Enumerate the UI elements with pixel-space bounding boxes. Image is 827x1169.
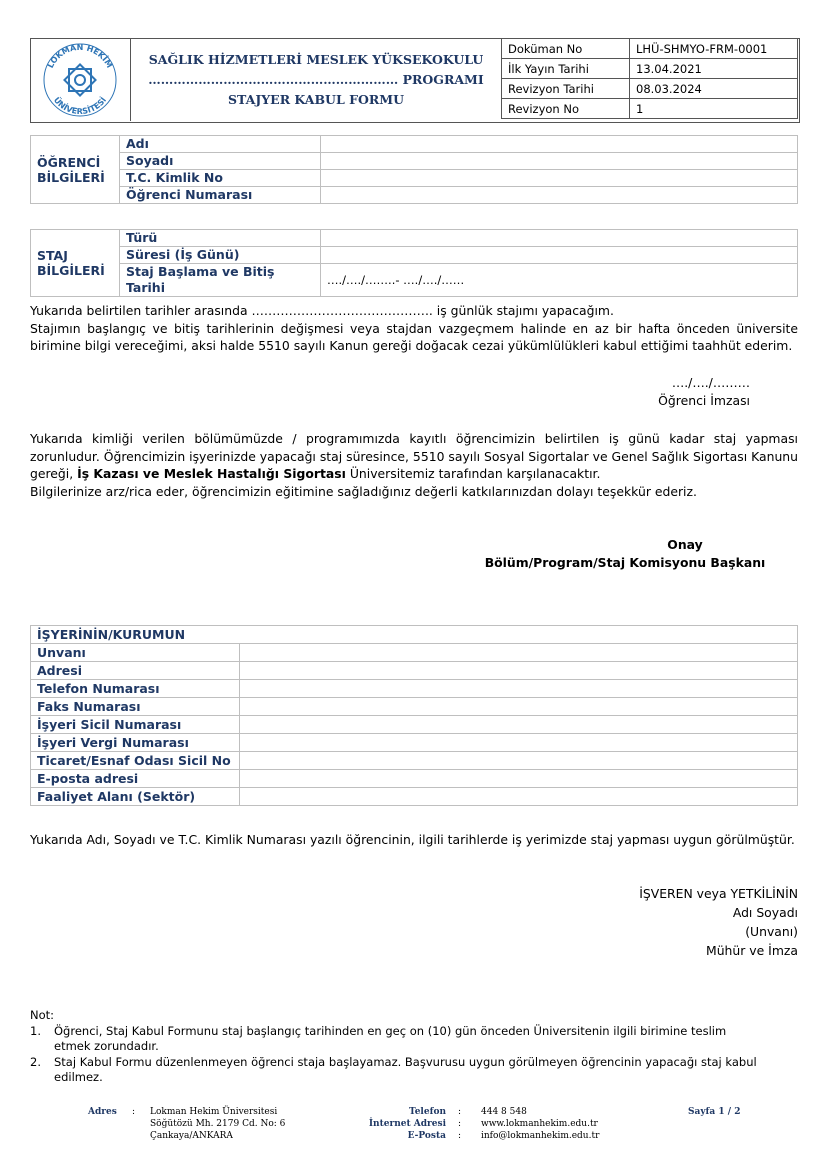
- footer-email-label: E-Posta: [407, 1131, 446, 1141]
- info-field-label: Türü: [120, 230, 321, 247]
- school-name: SAĞLIK HİZMETLERİ MESLEK YÜKSEKOKULU: [148, 52, 484, 67]
- employer-row: [31, 662, 798, 680]
- footer-colons: [458, 1106, 461, 1142]
- university-paragraph-1: [30, 430, 798, 483]
- info-row: [31, 170, 798, 187]
- employer-field-label: İşyeri Sicil Numarası: [31, 716, 240, 734]
- employer-field-label: Adresi: [31, 662, 240, 680]
- university-text-part2: Üniversitemiz tarafından karşılanacaktır.: [345, 466, 601, 481]
- footer-colon: :: [458, 1107, 462, 1117]
- employer-sign-line: İŞVEREN veya YETKİLİNİN: [639, 886, 798, 901]
- footer-address-line: Lokman Hekim Üniversitesi: [150, 1107, 278, 1117]
- footer-colon: :: [458, 1119, 462, 1129]
- employer-row: [31, 752, 798, 770]
- note-text: Staj Kabul Formu düzenlenmeyen öğrenci staja başlayamaz. Başvurusu uygun görülmeyen öğrencinin yapacağı staj kabul edilmez.: [54, 1055, 757, 1084]
- employer-row: [31, 644, 798, 662]
- employer-field-label: İşyeri Vergi Numarası: [31, 734, 240, 752]
- internship-info-table: [30, 229, 798, 297]
- program-name: …………………………………………………… PROGRAMI: [148, 72, 484, 87]
- footer-address-line: Çankaya/ANKARA: [150, 1131, 233, 1141]
- footer-labels: [338, 1106, 446, 1142]
- info-field-label: Staj Başlama ve Bitiş Tarihi: [120, 264, 321, 297]
- employer-sign-block: [560, 884, 798, 960]
- page-footer: [88, 1106, 788, 1146]
- info-field-value[interactable]: [321, 230, 798, 247]
- svg-text:ÜNİVERSİTESİ: [52, 95, 108, 116]
- footer-phone-label: Telefon: [409, 1107, 446, 1117]
- employer-row: [31, 770, 798, 788]
- student-statement: [30, 302, 798, 355]
- footer-address: [150, 1106, 285, 1142]
- employer-field-value[interactable]: [240, 662, 798, 680]
- document-meta-table: [501, 38, 798, 119]
- meta-value: 08.03.2024: [630, 79, 798, 99]
- employer-text: Yukarıda Adı, Soyadı ve T.C. Kimlik Numarası yazılı öğrencinin, ilgili tarihlerde iş yerimizde staj yapması uygun görülmüştür.: [30, 832, 795, 847]
- header-title-block: [131, 38, 501, 121]
- employer-field-value[interactable]: [240, 680, 798, 698]
- employer-row: [31, 788, 798, 806]
- employer-field-label: Ticaret/Esnaf Odası Sicil No: [31, 752, 240, 770]
- meta-key: İlk Yayın Tarihi: [502, 59, 630, 79]
- approval-title: Onay: [667, 537, 703, 552]
- employer-head-row: [31, 626, 798, 644]
- employer-field-label: Faaliyet Alanı (Sektör): [31, 788, 240, 806]
- employer-head: İŞYERİNİN/KURUMUN: [31, 626, 798, 644]
- employer-field-value[interactable]: [240, 752, 798, 770]
- footer-web-link[interactable]: www.lokmanhekim.edu.tr: [481, 1119, 598, 1129]
- info-row: [31, 136, 798, 153]
- university-logo: [30, 38, 131, 121]
- employer-row: [31, 734, 798, 752]
- approval-role: Bölüm/Program/Staj Komisyonu Başkanı: [484, 555, 766, 570]
- student-info-table: [30, 135, 798, 204]
- employer-row: [31, 716, 798, 734]
- university-text-part1: Yukarıda kimliği verilen bölümümüzde / programımızda kayıtlı öğrencimizin belirtilen iş günü kadar staj yapması zorunludur. Öğrencimizin işyerinizde yapacağı staj süresince, 5510 sayılı Sosyal Sigortalar ve Genel Sağlık Sigortası Kanunu gereği,: [30, 431, 798, 481]
- meta-key: Revizyon Tarihi: [502, 79, 630, 99]
- info-field-label: Öğrenci Numarası: [120, 187, 321, 204]
- note-text: Öğrenci, Staj Kabul Formunu staj başlangıç tarihinden en geç on (10) gün önceden Üniversitenin ilgili birimine teslim etmek zorundadır.: [54, 1024, 727, 1053]
- info-field-value[interactable]: [321, 187, 798, 204]
- info-field-value[interactable]: [321, 136, 798, 153]
- notes-block: [30, 1008, 760, 1085]
- employer-sign-line: (Unvanı): [745, 924, 798, 939]
- footer-values: [481, 1106, 599, 1142]
- student-sign-block: [600, 374, 750, 410]
- meta-row: [502, 39, 798, 59]
- employer-sign-line: Mühür ve İmza: [706, 943, 798, 958]
- insurance-emphasis: İş Kazası ve Meslek Hastalığı Sigortası: [77, 466, 346, 481]
- info-field-label: Soyadı: [120, 153, 321, 170]
- info-group-label: ÖĞRENCİ BİLGİLERİ: [31, 136, 120, 204]
- employer-sign-line: Adı Soyadı: [732, 905, 798, 920]
- note-number: 1.: [30, 1024, 41, 1038]
- info-field-label: T.C. Kimlik No: [120, 170, 321, 187]
- info-row: [31, 153, 798, 170]
- employer-row: [31, 698, 798, 716]
- info-field-value[interactable]: [321, 247, 798, 264]
- employer-row: [31, 680, 798, 698]
- employer-field-value[interactable]: [240, 734, 798, 752]
- meta-row: [502, 79, 798, 99]
- note-item: [30, 1024, 760, 1054]
- meta-value: 1: [630, 99, 798, 119]
- logo-text-bottom: ÜNİVERSİTESİ: [51, 95, 109, 117]
- employer-field-label: Telefon Numarası: [31, 680, 240, 698]
- footer-colon-1: :: [132, 1107, 136, 1117]
- meta-key: Revizyon No: [502, 99, 630, 119]
- footer-address-label: Adres: [88, 1107, 117, 1117]
- student-signature-label: Öğrenci İmzası: [658, 393, 750, 408]
- employer-field-value[interactable]: [240, 770, 798, 788]
- info-field-value[interactable]: [321, 153, 798, 170]
- university-paragraph-2: Bilgilerinize arz/rica eder, öğrencimizin eğitimine sağladığınız değerli katkılarınızdan dolayı teşekkür ederiz.: [30, 483, 697, 499]
- notes-title: Not:: [30, 1008, 55, 1022]
- statement-line-1: Yukarıda belirtilen tarihler arasında …………………………………….. iş günlük stajımı yapacağım.: [30, 303, 614, 318]
- logo-star-icon: [64, 64, 95, 95]
- note-item: [30, 1055, 760, 1085]
- student-sign-date: …./…./………: [671, 375, 750, 390]
- meta-row: [502, 99, 798, 119]
- info-row: [31, 230, 798, 247]
- logo-text-top: LOKMAN HEKİM: [45, 42, 115, 70]
- info-row: [31, 187, 798, 204]
- info-field-value[interactable]: [321, 170, 798, 187]
- footer-web-label: İnternet Adresi: [368, 1119, 446, 1129]
- university-text: [30, 430, 798, 500]
- info-row: [31, 264, 798, 297]
- approval-block: [460, 536, 790, 572]
- info-row: [31, 247, 798, 264]
- info-field-label: Süresi (İş Günü): [120, 247, 321, 264]
- info-group-label: STAJ BİLGİLERİ: [31, 230, 120, 297]
- employer-field-label: E-posta adresi: [31, 770, 240, 788]
- form-title: STAJYER KABUL FORMU: [227, 92, 404, 107]
- page-number: Sayfa 1 / 2: [688, 1107, 741, 1117]
- statement-paragraph-2: Stajımın başlangıç ve bitiş tarihlerinin değişmesi veya stajdan vazgeçmem halinde en az bir hafta önceden üniversite birimine bilgi vereceğimi, aksi halde 5510 sayılı Kanun gereği doğacak cezai yükümlülükleri kabul ettiğimi taahhüt ederim.: [30, 320, 798, 353]
- employer-info-table: [30, 625, 798, 806]
- footer-colon: :: [458, 1131, 462, 1141]
- note-number: 2.: [30, 1055, 41, 1069]
- employer-field-value[interactable]: [240, 716, 798, 734]
- info-field-label: Adı: [120, 136, 321, 153]
- employer-field-label: Faks Numarası: [31, 698, 240, 716]
- employer-field-value[interactable]: [240, 698, 798, 716]
- footer-address-line: Söğütözü Mh. 2179 Cd. No: 6: [150, 1119, 286, 1129]
- footer-email-link[interactable]: info@lokmanhekim.edu.tr: [481, 1131, 600, 1141]
- meta-value: LHÜ-SHMYO-FRM-0001: [630, 39, 798, 59]
- footer-phone: 444 8 548: [481, 1107, 527, 1117]
- employer-field-value[interactable]: [240, 644, 798, 662]
- meta-value: 13.04.2021: [630, 59, 798, 79]
- employer-field-value[interactable]: [240, 788, 798, 806]
- info-field-value[interactable]: …./…./……..- …./…./……: [321, 264, 798, 297]
- meta-key: Doküman No: [502, 39, 630, 59]
- meta-row: [502, 59, 798, 79]
- employer-field-label: Unvanı: [31, 644, 240, 662]
